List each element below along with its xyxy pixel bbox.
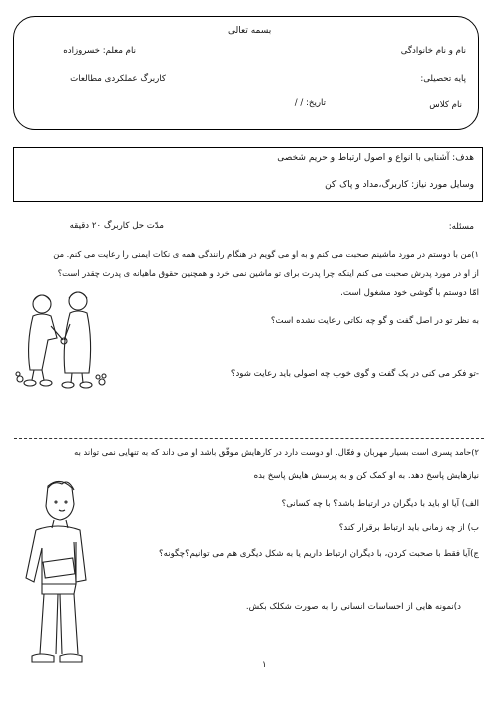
q2-jim: ج)آیا فقط با صحبت کردن، با دیگران ارتباط داریم یا به شکل دیگری هم می توانیم؟چگونه؟: [159, 549, 479, 559]
boy-with-books-illustration: [18, 478, 98, 673]
section-divider: [14, 438, 484, 439]
tools-line: وسایل مورد نیاز: کاربرگ،مداد و پاک کن: [325, 180, 474, 190]
problem-label: مسئله:: [448, 222, 474, 232]
goal-line: هدف: آشنایی با انواع و اصول ارتباط و حریم شخصی: [277, 153, 474, 163]
q2-dal: د)نمونه هایی از احساسات انسانی را به صورت شکلک بکش.: [245, 602, 461, 612]
handshake-illustration: [12, 286, 108, 396]
worksheet-title: کاربرگ عملکردی مطالعات: [70, 74, 166, 84]
q1-question-b: -تو فکر می کنی در یک گفت و گوی خوب چه اصولی باید رعایت شود؟: [230, 369, 479, 379]
q2-line1: ۲)حامد پسری است بسیار مهربان و فعّال. او دوست دارد در کارهایش موفّق باشد او می داند که به تنهایی نمی تواند به: [74, 447, 479, 457]
grade-label: پایه تحصیلی:: [420, 74, 466, 84]
time-label: مدّت حل کاربرگ ۲۰ دقیقه: [69, 221, 164, 231]
basmala: بسمه تعالی: [228, 26, 272, 36]
q2-line2: نیازهایش پاسخ دهد. به او کمک کن و به پرسش هایش پاسخ بده: [253, 471, 479, 481]
student-name-label: نام و نام خانوادگی: [400, 46, 466, 56]
q1-question-a: به نظر تو در اصل گفت و گو چه نکاتی رعایت نشده است؟: [270, 316, 479, 326]
date-label: تاریخ: / /: [294, 98, 326, 108]
class-label: نام کلاس: [429, 100, 462, 110]
q1-line1: ۱)من با دوستم در مورد ماشینم صحبت می کنم و به او می گویم در هنگام رانندگی همه ی نکات ایمنی را رعایت می کنم. من: [53, 249, 479, 259]
page-number: ۱: [262, 660, 267, 670]
q2-alef: الف) آیا او باید با دیگران در ارتباط باشد؟ با چه کسانی؟: [281, 499, 479, 509]
teacher-label: نام معلم: خسروزاده: [63, 46, 136, 56]
q1-line3: امّا دوستم با گوشی خود مشغول است.: [340, 288, 479, 298]
q2-be: ب) از چه زمانی باید ارتباط برقرار کند؟: [338, 523, 479, 533]
q1-line2: از او در مورد پدرش صحبت می کنم اینکه چرا پدرت برای تو ماشین نمی خرد و همچنین حقوق ماهیانه ی پدرت چقدر است؟: [57, 268, 479, 278]
